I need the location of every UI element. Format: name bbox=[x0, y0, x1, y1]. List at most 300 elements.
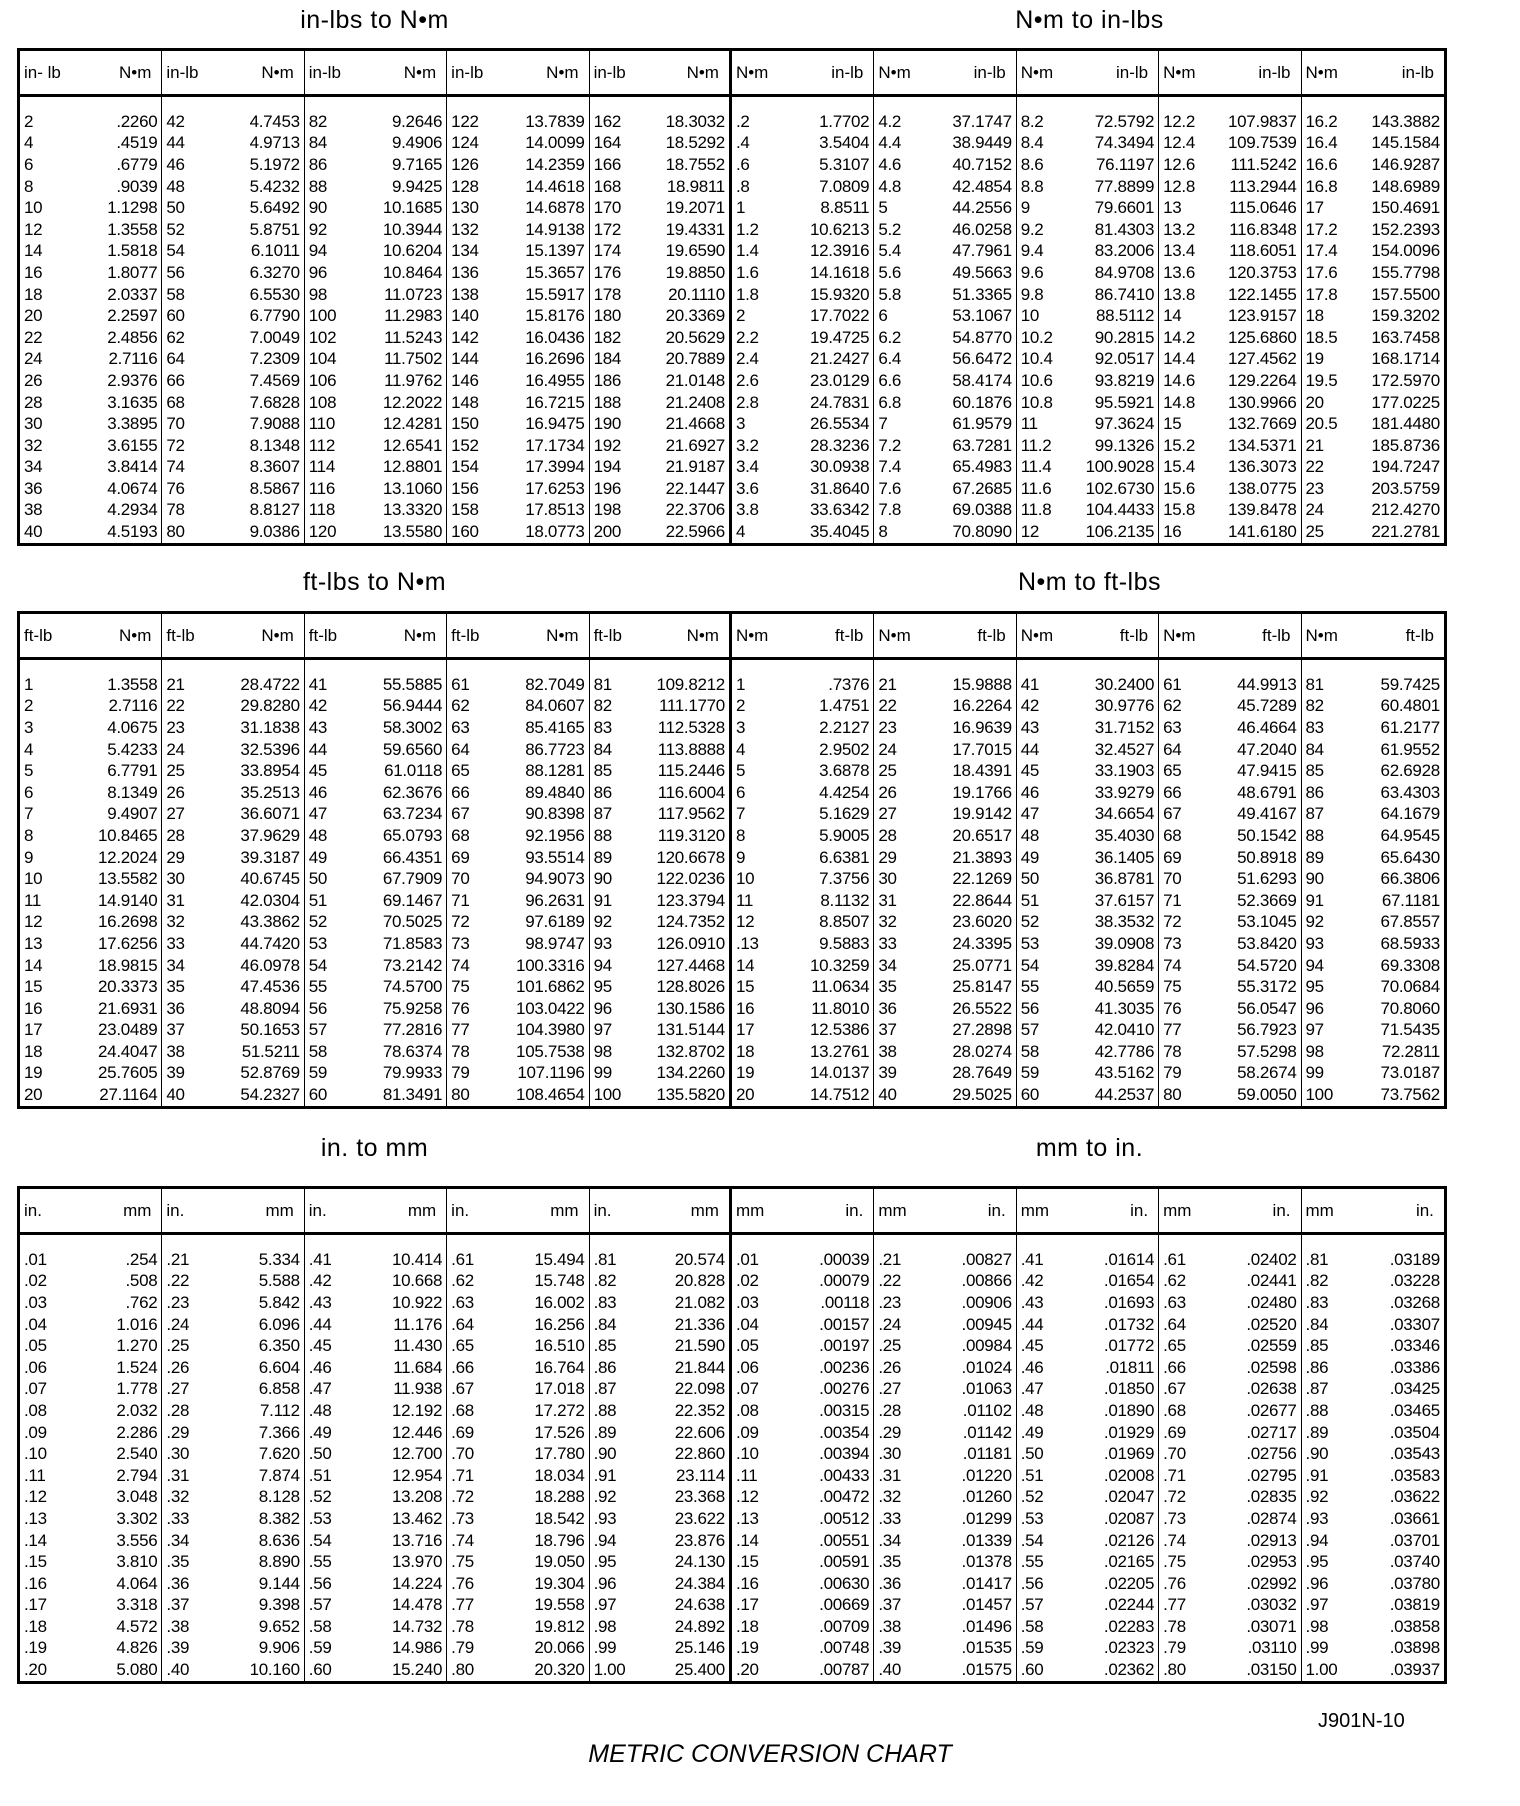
converted-value: 12.2022 bbox=[382, 392, 443, 412]
source-value: 182 bbox=[593, 327, 622, 347]
converted-value: .01535 bbox=[961, 1638, 1012, 1658]
table-row bbox=[1159, 1443, 1300, 1465]
table-row bbox=[590, 674, 729, 696]
source-value: .96 bbox=[1305, 1573, 1329, 1593]
converted-value: 44.9913 bbox=[1237, 674, 1297, 694]
converted-value: 17.8513 bbox=[525, 500, 585, 520]
converted-value: 70.8090 bbox=[952, 522, 1012, 542]
table-row bbox=[162, 998, 303, 1020]
source-value: 13.6 bbox=[1163, 262, 1196, 282]
table-row bbox=[590, 1638, 729, 1660]
source-value: 4.6 bbox=[878, 154, 902, 174]
header-label: ft-lb bbox=[1119, 625, 1149, 645]
converted-value: 113.2944 bbox=[1229, 176, 1297, 196]
table-row bbox=[732, 1314, 873, 1336]
converted-value: 13.5582 bbox=[98, 869, 158, 889]
table-row bbox=[1017, 1357, 1158, 1379]
table-row bbox=[20, 782, 161, 804]
converted-value: 146.9287 bbox=[1371, 154, 1440, 174]
table-row bbox=[874, 1063, 1015, 1085]
converted-value: 17.272 bbox=[534, 1400, 585, 1420]
converted-value: 21.6931 bbox=[98, 998, 158, 1018]
table-row bbox=[20, 1487, 161, 1509]
converted-value: 9.906 bbox=[258, 1638, 300, 1658]
table-row bbox=[1302, 1400, 1444, 1422]
source-value: 5.4 bbox=[878, 241, 902, 261]
header-label: N•m bbox=[119, 62, 152, 82]
header-label: in-lb bbox=[308, 62, 341, 82]
converted-value: .00157 bbox=[819, 1314, 870, 1334]
header-label: in. bbox=[845, 1200, 864, 1220]
table-row bbox=[305, 1422, 446, 1444]
source-value: 20.5 bbox=[1305, 414, 1338, 434]
converted-value: .01969 bbox=[1103, 1444, 1155, 1464]
table-row bbox=[1017, 1443, 1158, 1465]
source-value: 21 bbox=[878, 674, 897, 694]
converted-value: 12.8801 bbox=[382, 457, 443, 477]
converted-value: 12.2024 bbox=[98, 847, 158, 867]
converted-value: 134.2260 bbox=[656, 1063, 725, 1083]
table-row bbox=[1159, 1551, 1300, 1573]
table-row bbox=[20, 284, 161, 306]
source-value: 66 bbox=[451, 782, 470, 802]
table-row bbox=[1302, 782, 1444, 804]
converted-value: .03071 bbox=[1246, 1616, 1297, 1636]
source-value: 20 bbox=[735, 1085, 755, 1105]
source-value: 124 bbox=[451, 133, 479, 153]
column-header bbox=[732, 1189, 873, 1235]
left-title: in-lbs to N•m bbox=[300, 6, 449, 34]
table-row bbox=[1159, 370, 1300, 392]
source-value: 2 bbox=[735, 696, 746, 716]
table-row bbox=[732, 739, 873, 761]
converted-value: 20.574 bbox=[674, 1249, 725, 1269]
converted-value: 106.2135 bbox=[1085, 522, 1155, 542]
source-value: .45 bbox=[308, 1336, 332, 1356]
converted-value: .00866 bbox=[961, 1271, 1012, 1291]
converted-value: .02047 bbox=[1103, 1487, 1155, 1507]
converted-value: 31.8640 bbox=[809, 478, 870, 498]
table-row bbox=[732, 1020, 873, 1042]
source-value: .21 bbox=[878, 1249, 902, 1269]
converted-value: .01614 bbox=[1103, 1249, 1155, 1269]
source-value: .42 bbox=[1020, 1271, 1044, 1291]
table-row bbox=[732, 111, 873, 133]
left-title: ft-lbs to N•m bbox=[302, 568, 447, 596]
table-row bbox=[162, 717, 303, 739]
source-value: .25 bbox=[878, 1336, 902, 1356]
converted-value: 13.5580 bbox=[382, 522, 443, 542]
source-value: 3.4 bbox=[735, 457, 759, 477]
converted-value: 7.9088 bbox=[249, 414, 300, 434]
table-row bbox=[874, 305, 1015, 327]
source-value: .77 bbox=[1163, 1595, 1186, 1615]
source-value: 19 bbox=[1305, 349, 1324, 369]
source-value: .76 bbox=[1163, 1573, 1186, 1593]
source-value: .28 bbox=[166, 1400, 190, 1420]
table-row bbox=[447, 674, 588, 696]
source-value: 17 bbox=[1305, 198, 1324, 218]
column-header bbox=[1017, 51, 1158, 97]
source-value: .26 bbox=[166, 1357, 190, 1377]
converted-value: 8.1349 bbox=[107, 782, 158, 802]
table-row bbox=[732, 176, 873, 198]
converted-value: 11.0634 bbox=[811, 977, 870, 997]
source-value: .52 bbox=[308, 1487, 332, 1507]
source-value: .28 bbox=[878, 1400, 902, 1420]
table-row bbox=[447, 154, 588, 176]
source-value: 8 bbox=[878, 522, 888, 542]
source-value: 81 bbox=[1305, 674, 1324, 694]
source-value: 78 bbox=[1163, 1041, 1182, 1061]
converted-value: .01299 bbox=[961, 1508, 1012, 1528]
source-value: .65 bbox=[451, 1336, 474, 1356]
source-value: .29 bbox=[166, 1422, 190, 1442]
converted-value: 5.9005 bbox=[819, 825, 870, 845]
converted-value: 13.7839 bbox=[525, 111, 585, 131]
source-value: 34 bbox=[24, 457, 43, 477]
table-row bbox=[732, 133, 873, 155]
source-value: 66 bbox=[166, 370, 185, 390]
converted-value: .02126 bbox=[1103, 1530, 1155, 1550]
converted-value: 15.1397 bbox=[525, 241, 585, 261]
converted-value: 1.8077 bbox=[107, 262, 158, 282]
table-row bbox=[732, 847, 873, 869]
source-value: 180 bbox=[593, 306, 622, 326]
converted-value: 8.128 bbox=[258, 1487, 300, 1507]
source-value: .66 bbox=[1163, 1357, 1186, 1377]
source-value: .17 bbox=[24, 1595, 47, 1615]
source-value: 5 bbox=[878, 198, 888, 218]
table-row bbox=[590, 457, 729, 479]
table-row bbox=[1017, 890, 1158, 912]
table-row bbox=[1159, 1573, 1300, 1595]
header-label: in-lb bbox=[1258, 62, 1291, 82]
source-value: 44 bbox=[166, 133, 185, 153]
converted-value: 36.8781 bbox=[1094, 869, 1155, 889]
source-value: 100 bbox=[308, 306, 337, 326]
source-value: 12.2 bbox=[1163, 111, 1196, 131]
table-row bbox=[1302, 1335, 1444, 1357]
converted-value: .00039 bbox=[819, 1249, 870, 1269]
converted-value: 6.7790 bbox=[249, 306, 300, 326]
converted-value: .254 bbox=[125, 1249, 158, 1269]
table-row bbox=[20, 998, 161, 1020]
table-row bbox=[1017, 435, 1158, 457]
source-value: 8.6 bbox=[1020, 154, 1044, 174]
table-row bbox=[874, 154, 1015, 176]
converted-value: 6.604 bbox=[258, 1357, 300, 1377]
source-value: .36 bbox=[166, 1573, 190, 1593]
table-row bbox=[1159, 1422, 1300, 1444]
source-value: 24 bbox=[166, 739, 185, 759]
table-row bbox=[874, 976, 1015, 998]
converted-value: 30.2400 bbox=[1094, 674, 1155, 694]
source-value: 41 bbox=[308, 674, 328, 694]
table-row bbox=[305, 1249, 446, 1271]
source-value: .73 bbox=[451, 1508, 474, 1528]
table-row bbox=[1017, 955, 1158, 977]
table-row bbox=[1302, 933, 1444, 955]
converted-value: 1.5818 bbox=[107, 241, 158, 261]
converted-value: 95.5921 bbox=[1094, 392, 1155, 412]
converted-value: 16.764 bbox=[534, 1357, 585, 1377]
source-value: 66 bbox=[1163, 782, 1182, 802]
table-row bbox=[1159, 804, 1300, 826]
table-row bbox=[732, 478, 873, 500]
table-row bbox=[1017, 241, 1158, 263]
converted-value: 122.0236 bbox=[656, 869, 725, 889]
table-row bbox=[874, 500, 1015, 522]
source-value: .93 bbox=[593, 1508, 617, 1528]
header-label: N•m bbox=[261, 62, 294, 82]
table-row bbox=[20, 1084, 161, 1106]
table-row bbox=[732, 1573, 873, 1595]
table-row bbox=[732, 197, 873, 219]
source-value: 90 bbox=[1305, 869, 1324, 889]
converted-value: .03425 bbox=[1389, 1379, 1440, 1399]
source-value: .11 bbox=[735, 1465, 758, 1485]
converted-value: .03858 bbox=[1389, 1616, 1440, 1636]
header-label: N•m bbox=[546, 625, 579, 645]
table-row bbox=[162, 154, 303, 176]
source-value: 26 bbox=[878, 782, 897, 802]
source-value: .12 bbox=[24, 1487, 47, 1507]
converted-value: 48.6791 bbox=[1237, 782, 1297, 802]
table-row bbox=[874, 284, 1015, 306]
table-row bbox=[20, 327, 161, 349]
table-row bbox=[590, 219, 729, 241]
source-value: 52 bbox=[1020, 912, 1040, 932]
header-label: ft-lb bbox=[1262, 625, 1291, 645]
table-row bbox=[1017, 998, 1158, 1020]
source-value: .90 bbox=[593, 1444, 617, 1464]
converted-value: 46.0258 bbox=[952, 219, 1012, 239]
table-row bbox=[732, 1465, 873, 1487]
converted-value: 14.0099 bbox=[525, 133, 585, 153]
table-row bbox=[20, 739, 161, 761]
source-value: .62 bbox=[1163, 1271, 1186, 1291]
source-value: 92 bbox=[1305, 912, 1324, 932]
converted-value: 73.2142 bbox=[382, 955, 443, 975]
converted-value: 74.3494 bbox=[1094, 133, 1155, 153]
converted-value: 11.938 bbox=[393, 1379, 443, 1399]
source-value: 144 bbox=[451, 349, 479, 369]
table-row bbox=[447, 1595, 588, 1617]
converted-value: 7.4569 bbox=[249, 370, 300, 390]
table-row bbox=[447, 933, 588, 955]
table-row bbox=[20, 933, 161, 955]
table-row bbox=[20, 1357, 161, 1379]
source-value: 2 bbox=[24, 111, 34, 131]
converted-value: 28.4722 bbox=[240, 674, 300, 694]
source-value: 14.4 bbox=[1163, 349, 1196, 369]
converted-value: 8.8507 bbox=[819, 912, 870, 932]
table-row bbox=[874, 111, 1015, 133]
table-row bbox=[1017, 1465, 1158, 1487]
converted-value: .01890 bbox=[1103, 1400, 1155, 1420]
converted-value: .00118 bbox=[820, 1292, 870, 1312]
converted-value: 9.652 bbox=[258, 1616, 300, 1636]
source-value: 6 bbox=[735, 782, 746, 802]
table-row bbox=[447, 327, 588, 349]
source-value: 22 bbox=[878, 696, 897, 716]
source-value: .44 bbox=[308, 1314, 332, 1334]
source-value: 93 bbox=[1305, 933, 1324, 953]
converted-value: 17.1734 bbox=[525, 435, 585, 455]
source-value: 73 bbox=[451, 933, 470, 953]
converted-value: 89.4840 bbox=[525, 782, 585, 802]
source-value: 96 bbox=[308, 262, 328, 282]
table-row bbox=[1159, 284, 1300, 306]
source-value: 97 bbox=[593, 1020, 612, 1040]
source-value: .19 bbox=[24, 1638, 47, 1658]
table-row bbox=[1017, 782, 1158, 804]
converted-value: 185.8736 bbox=[1371, 435, 1440, 455]
converted-value: .03937 bbox=[1389, 1660, 1440, 1680]
converted-value: .01220 bbox=[961, 1465, 1012, 1485]
converted-value: 1.524 bbox=[116, 1357, 158, 1377]
header-label: N•m bbox=[686, 625, 719, 645]
table-row bbox=[1302, 1487, 1444, 1509]
header-label: in-lb bbox=[451, 62, 484, 82]
source-value: .48 bbox=[308, 1400, 332, 1420]
table-row bbox=[447, 349, 588, 371]
table-row bbox=[305, 1041, 446, 1063]
table-row bbox=[20, 1638, 161, 1660]
table-row bbox=[1159, 500, 1300, 522]
table-row bbox=[1302, 1465, 1444, 1487]
table-row bbox=[305, 327, 446, 349]
converted-value: 24.638 bbox=[674, 1595, 725, 1615]
source-value: .77 bbox=[451, 1595, 474, 1615]
table-row bbox=[20, 413, 161, 435]
converted-value: 88.1281 bbox=[525, 761, 585, 781]
table-row bbox=[20, 1020, 161, 1042]
source-value: 10.2 bbox=[1020, 327, 1053, 347]
table-row bbox=[447, 262, 588, 284]
table-row bbox=[305, 219, 446, 241]
table-row bbox=[1159, 717, 1300, 739]
table-row bbox=[1159, 825, 1300, 847]
source-value: .37 bbox=[166, 1595, 190, 1615]
source-value: .18 bbox=[735, 1616, 759, 1636]
converted-value: 159.3202 bbox=[1371, 306, 1440, 326]
converted-value: 157.5500 bbox=[1371, 284, 1440, 304]
source-value: 43 bbox=[1020, 717, 1040, 737]
source-value: .07 bbox=[735, 1379, 759, 1399]
table-row bbox=[1017, 696, 1158, 718]
source-value: 3 bbox=[735, 717, 746, 737]
converted-value: 118.6051 bbox=[1229, 241, 1297, 261]
table-row bbox=[874, 998, 1015, 1020]
table-row bbox=[447, 1422, 588, 1444]
column-group bbox=[590, 614, 732, 1106]
source-value: .73 bbox=[1163, 1508, 1186, 1528]
source-value: .79 bbox=[451, 1638, 474, 1658]
source-value: 5 bbox=[735, 761, 746, 781]
source-value: .82 bbox=[593, 1271, 617, 1291]
table-row bbox=[1017, 1508, 1158, 1530]
source-value: .84 bbox=[593, 1314, 617, 1334]
table-row bbox=[1017, 392, 1158, 414]
table-row bbox=[874, 1487, 1015, 1509]
source-value: 88 bbox=[1305, 825, 1324, 845]
table-row bbox=[447, 782, 588, 804]
source-value: 28 bbox=[24, 392, 43, 412]
table-row bbox=[590, 1616, 729, 1638]
converted-value: 7.0809 bbox=[819, 176, 870, 196]
source-value: 46 bbox=[1020, 782, 1040, 802]
source-value: 97 bbox=[1305, 1020, 1324, 1040]
converted-value: 45.7289 bbox=[1237, 696, 1297, 716]
converted-value: 104.3980 bbox=[516, 1020, 585, 1040]
table-row bbox=[20, 1530, 161, 1552]
converted-value: 93.8219 bbox=[1094, 370, 1155, 390]
source-value: 20 bbox=[24, 306, 43, 326]
converted-value: 8.8127 bbox=[249, 500, 300, 520]
table-row bbox=[1302, 739, 1444, 761]
source-value: 17.6 bbox=[1305, 262, 1338, 282]
source-value: .87 bbox=[1305, 1379, 1329, 1399]
source-value: .01 bbox=[24, 1249, 47, 1269]
source-value: 7.8 bbox=[878, 500, 902, 520]
source-value: .39 bbox=[166, 1638, 190, 1658]
source-value: 76 bbox=[1163, 998, 1182, 1018]
converted-value: 38.9449 bbox=[952, 133, 1012, 153]
table-row bbox=[874, 1638, 1015, 1660]
source-value: .80 bbox=[1163, 1660, 1186, 1680]
table-row bbox=[1017, 1335, 1158, 1357]
table-row bbox=[1159, 955, 1300, 977]
table-row bbox=[590, 1084, 729, 1106]
column-group bbox=[20, 1189, 162, 1681]
source-value: 158 bbox=[451, 500, 479, 520]
converted-value: 20.5629 bbox=[665, 327, 725, 347]
table-row bbox=[874, 435, 1015, 457]
converted-value: 2.7116 bbox=[108, 349, 158, 369]
header-label: in. bbox=[1272, 1200, 1291, 1220]
table-row bbox=[874, 176, 1015, 198]
table-row bbox=[590, 197, 729, 219]
header-label: N•m bbox=[878, 625, 911, 645]
source-value: .61 bbox=[1163, 1249, 1186, 1269]
source-value: .68 bbox=[451, 1400, 474, 1420]
table-row bbox=[1302, 1551, 1444, 1573]
source-value: 60 bbox=[166, 306, 185, 326]
source-value: 49 bbox=[308, 847, 328, 867]
converted-value: 46.0978 bbox=[240, 955, 300, 975]
source-value: .14 bbox=[735, 1530, 759, 1550]
converted-value: 82.7049 bbox=[525, 674, 585, 694]
converted-value: 72.2811 bbox=[1381, 1041, 1440, 1061]
source-value: 50 bbox=[166, 198, 185, 218]
converted-value: 4.5193 bbox=[107, 522, 158, 542]
converted-value: 12.446 bbox=[391, 1422, 443, 1442]
converted-value: .03268 bbox=[1389, 1292, 1440, 1312]
source-value: 32 bbox=[24, 435, 43, 455]
table-row bbox=[20, 1616, 161, 1638]
source-value: 12 bbox=[24, 912, 43, 932]
converted-value: 8.636 bbox=[258, 1530, 300, 1550]
table-row bbox=[590, 847, 729, 869]
table-row bbox=[1017, 1271, 1158, 1293]
source-value: 4 bbox=[735, 739, 746, 759]
table-row bbox=[1302, 435, 1444, 457]
converted-value: .00394 bbox=[819, 1444, 870, 1464]
table-row bbox=[590, 435, 729, 457]
table-row bbox=[447, 1249, 588, 1271]
